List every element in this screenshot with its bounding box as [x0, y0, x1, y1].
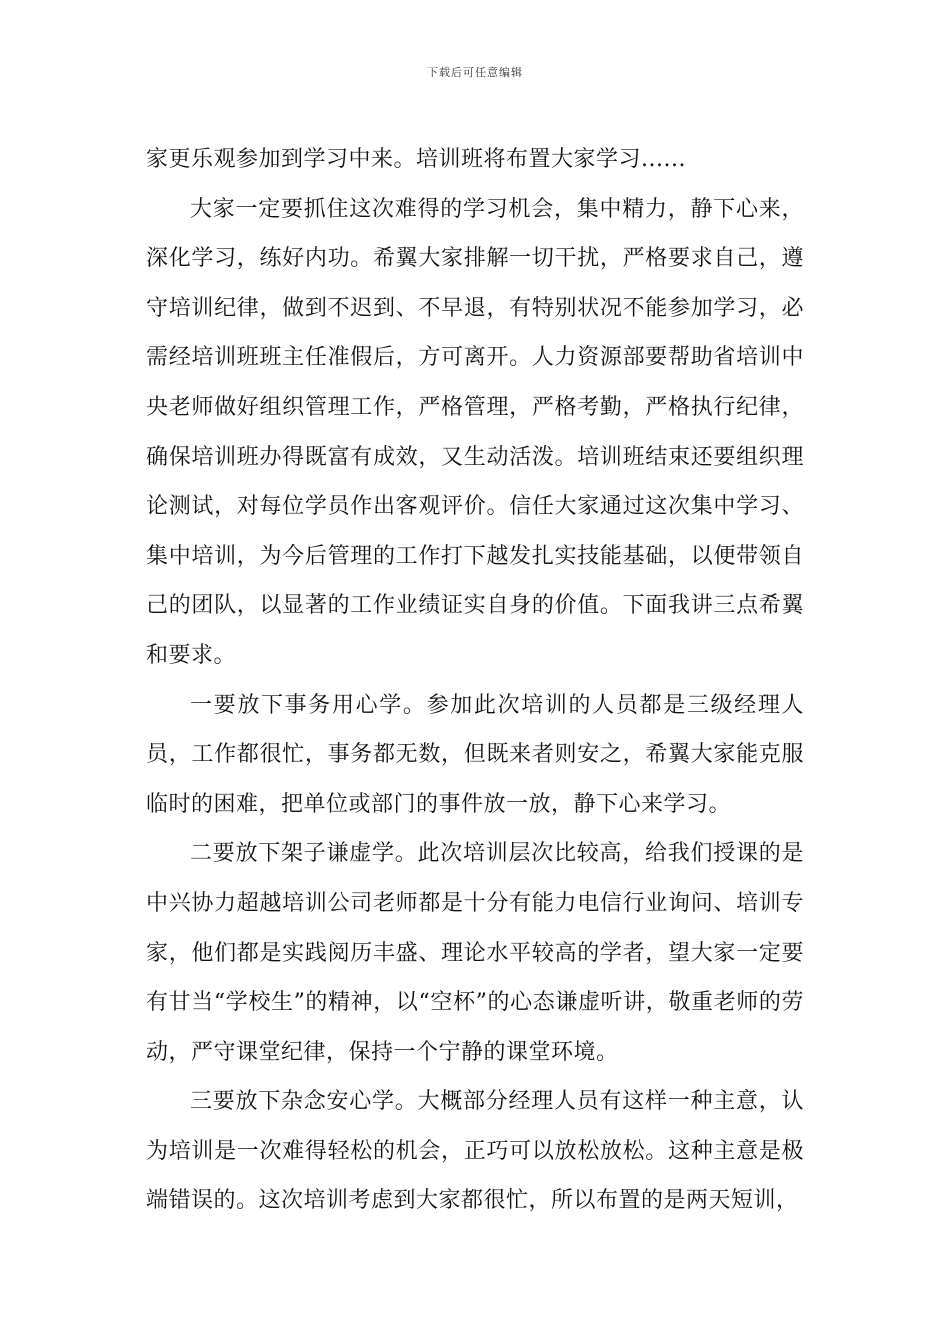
- paragraph-4: 二要放下架子谦虚学。此次培训层次比较高，给我们授课的是中兴协力超越培训公司老师都是十分有能力电信行业询问、培训专家，他们都是实践阅历丰盛、理论水平较高的学者，望大家一定要有甘当“学校生”的精神，以“空杯”的心态谦虚听讲，敬重老师的劳动，严守课堂纪律，保持一个宁静的课堂环境。: [146, 841, 804, 1065]
- paragraph-3: 一要放下事务用心学。参加此次培训的人员都是三级经理人员，工作都很忙，事务都无数，但既来者则安之，希翼大家能克服临时的困难，把单位或部门的事件放一放，静下心来学习。: [146, 692, 804, 817]
- paragraph-1: 家更乐观参加到学习中来。培训班将布置大家学习......: [146, 147, 686, 172]
- paragraph-2: 大家一定要抓住这次难得的学习机会，集中精力，静下心来，深化学习，练好内功。希翼大家排解一切干扰，严格要求自己，遵守培训纪律，做到不迟到、不早退，有特别状况不能参加学习，必需经培训班班主任准假后，方可离开。人力资源部要帮助省培训中央老师做好组织管理工作，严格管理，严格考勤，严格执行纪律，确保培训班办得既富有成效，又生动活泼。培训班结束还要组织理论测试，对每位学员作出客观评价。信任大家通过这次集中学习、集中培训，为今后管理的工作打下越发扎实技能基础，以便带领自己的团队，以显著的工作业绩证实自身的价值。下面我讲三点希翼和要求。: [146, 196, 804, 668]
- paragraph-5: 三要放下杂念安心学。大概部分经理人员有这样一种主意，认为培训是一次难得轻松的机会，正巧可以放松放松。这种主意是极端错误的。这次培训考虑到大家都很忙，所以布置的是两天短训，: [146, 1089, 804, 1214]
- document-body: [146, 135, 804, 1226]
- page-header: 下载后可任意编辑: [427, 66, 523, 79]
